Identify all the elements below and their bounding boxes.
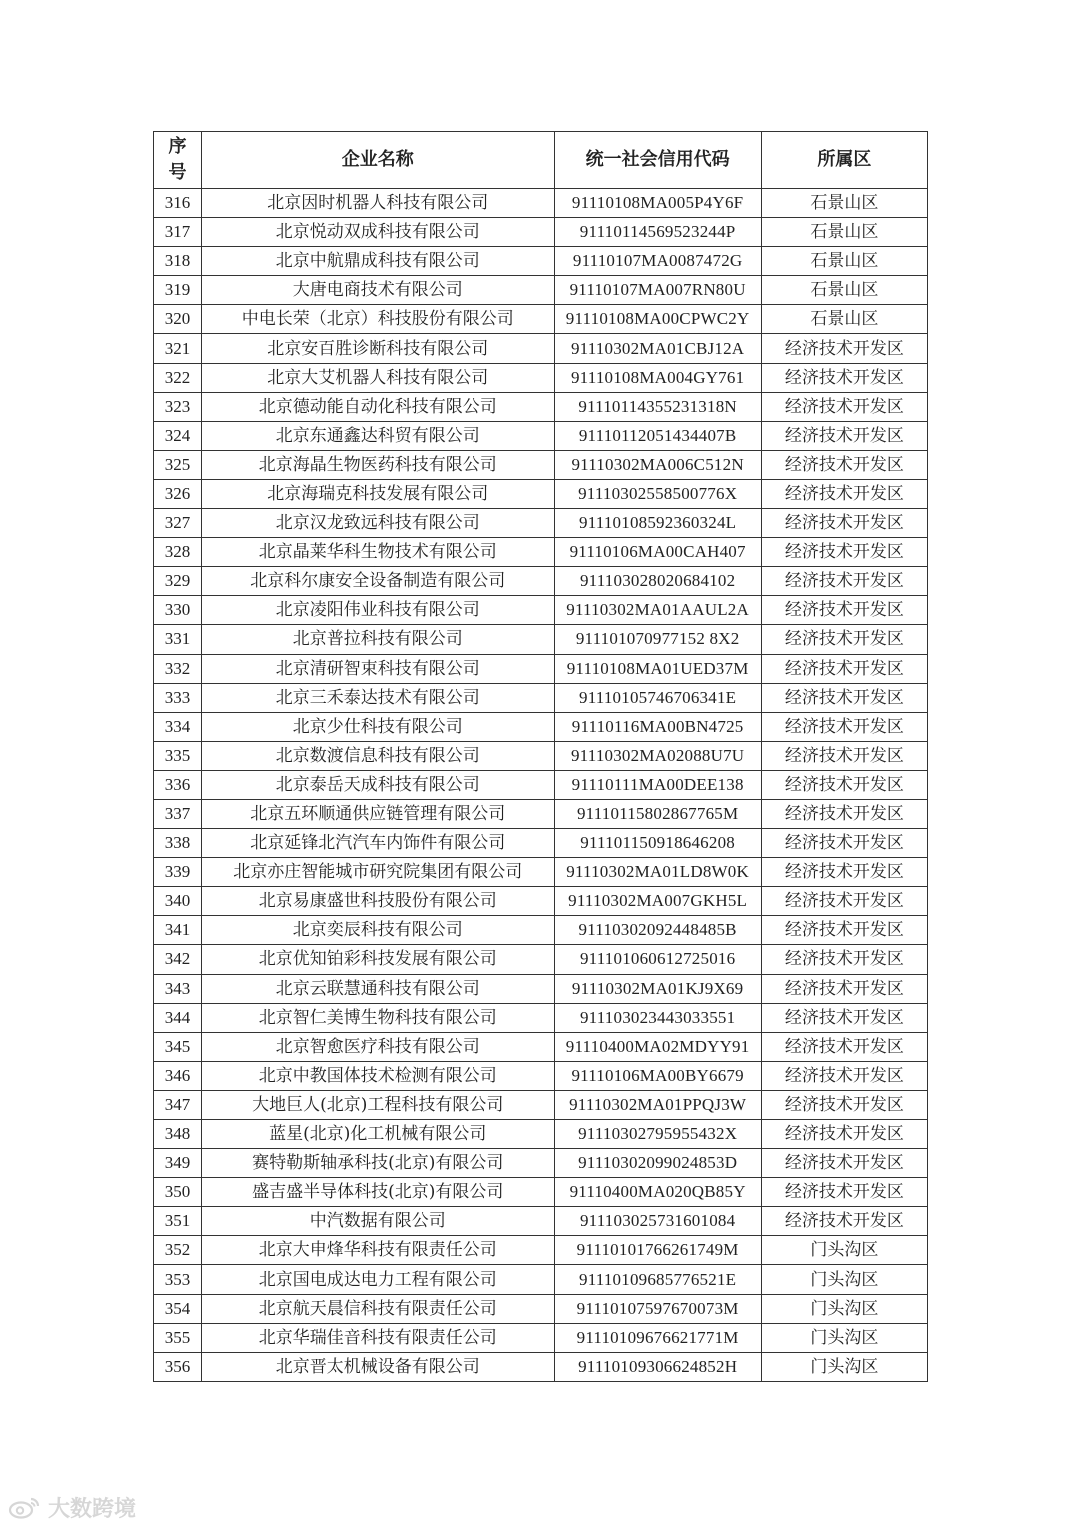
enterprise-name: 北京海瑞克科技发展有限公司 xyxy=(202,479,554,508)
enterprise-name: 北京泰岳天成科技有限公司 xyxy=(202,770,554,799)
district-name: 门头沟区 xyxy=(761,1236,927,1265)
watermark xyxy=(8,1492,136,1522)
district-name: 门头沟区 xyxy=(761,1323,927,1352)
table-row xyxy=(154,567,928,596)
table-row xyxy=(154,509,928,538)
row-index: 320 xyxy=(154,305,202,334)
row-index: 350 xyxy=(154,1178,202,1207)
district-name: 经济技术开发区 xyxy=(761,421,927,450)
district-name: 经济技术开发区 xyxy=(761,712,927,741)
district-name: 经济技术开发区 xyxy=(761,334,927,363)
credit-code: 91110302558500776X xyxy=(554,479,761,508)
row-index: 345 xyxy=(154,1032,202,1061)
credit-code: 91110111MA00DEE138 xyxy=(554,770,761,799)
district-name: 经济技术开发区 xyxy=(761,1032,927,1061)
enterprise-name: 盛吉盛半导体科技(北京)有限公司 xyxy=(202,1178,554,1207)
table-body xyxy=(154,189,928,1382)
credit-code: 91110302092448485B xyxy=(554,916,761,945)
credit-code: 911101150918646208 xyxy=(554,829,761,858)
district-name: 经济技术开发区 xyxy=(761,654,927,683)
row-index: 351 xyxy=(154,1207,202,1236)
district-name: 经济技术开发区 xyxy=(761,538,927,567)
enterprise-name: 北京三禾泰达技术有限公司 xyxy=(202,683,554,712)
table-row xyxy=(154,654,928,683)
district-name: 门头沟区 xyxy=(761,1294,927,1323)
table-row xyxy=(154,1236,928,1265)
enterprise-name: 北京少仕科技有限公司 xyxy=(202,712,554,741)
table-row xyxy=(154,712,928,741)
credit-code: 91110105746706341E xyxy=(554,683,761,712)
credit-code: 91110112051434407B xyxy=(554,421,761,450)
row-index: 334 xyxy=(154,712,202,741)
district-name: 经济技术开发区 xyxy=(761,596,927,625)
district-name: 经济技术开发区 xyxy=(761,683,927,712)
district-name: 经济技术开发区 xyxy=(761,450,927,479)
row-index: 321 xyxy=(154,334,202,363)
table-row xyxy=(154,625,928,654)
enterprise-name: 北京清研智束科技有限公司 xyxy=(202,654,554,683)
table-row xyxy=(154,770,928,799)
enterprise-name: 中汽数据有限公司 xyxy=(202,1207,554,1236)
table-row xyxy=(154,596,928,625)
enterprise-name: 北京晶莱华科生物技术有限公司 xyxy=(202,538,554,567)
enterprise-name: 中电长荣（北京）科技股份有限公司 xyxy=(202,305,554,334)
table-row xyxy=(154,1265,928,1294)
enterprise-name: 北京中教国体技术检测有限公司 xyxy=(202,1061,554,1090)
row-index: 353 xyxy=(154,1265,202,1294)
table-row xyxy=(154,1207,928,1236)
header-name: 企业名称 xyxy=(202,132,554,189)
table-row xyxy=(154,1061,928,1090)
row-index: 319 xyxy=(154,276,202,305)
table-row xyxy=(154,538,928,567)
enterprise-name: 北京海晶生物医药科技有限公司 xyxy=(202,450,554,479)
enterprise-name: 北京延锋北汽汽车内饰件有限公司 xyxy=(202,829,554,858)
enterprise-name: 北京国电成达电力工程有限公司 xyxy=(202,1265,554,1294)
district-name: 经济技术开发区 xyxy=(761,1061,927,1090)
district-name: 经济技术开发区 xyxy=(761,1090,927,1119)
row-index: 340 xyxy=(154,887,202,916)
table-row xyxy=(154,189,928,218)
credit-code: 91110108MA00CPWC2Y xyxy=(554,305,761,334)
header-district: 所属区 xyxy=(761,132,927,189)
enterprise-name: 北京东通鑫达科贸有限公司 xyxy=(202,421,554,450)
enterprise-name: 蓝星(北京)化工机械有限公司 xyxy=(202,1120,554,1149)
header-code: 统一社会信用代码 xyxy=(554,132,761,189)
header-idx xyxy=(154,132,202,189)
district-name: 经济技术开发区 xyxy=(761,509,927,538)
table-row xyxy=(154,799,928,828)
district-name: 经济技术开发区 xyxy=(761,916,927,945)
credit-code: 91110400MA020QB85Y xyxy=(554,1178,761,1207)
district-name: 经济技术开发区 xyxy=(761,1207,927,1236)
credit-code: 91110302MA01PPQJ3W xyxy=(554,1090,761,1119)
table-row xyxy=(154,1032,928,1061)
district-name: 经济技术开发区 xyxy=(761,799,927,828)
row-index: 338 xyxy=(154,829,202,858)
credit-code: 91110109685776521E xyxy=(554,1265,761,1294)
credit-code: 91110106MA00CAH407 xyxy=(554,538,761,567)
enterprise-name: 赛特勒斯轴承科技(北京)有限公司 xyxy=(202,1149,554,1178)
enterprise-name: 北京晋太机械设备有限公司 xyxy=(202,1352,554,1381)
row-index: 339 xyxy=(154,858,202,887)
table-row xyxy=(154,334,928,363)
enterprise-name: 北京德动能自动化科技有限公司 xyxy=(202,392,554,421)
credit-code: 91110302MA01AAUL2A xyxy=(554,596,761,625)
district-name: 经济技术开发区 xyxy=(761,974,927,1003)
row-index: 348 xyxy=(154,1120,202,1149)
weibo-logo-icon xyxy=(8,1495,42,1519)
enterprise-name: 北京易康盛世科技股份有限公司 xyxy=(202,887,554,916)
enterprise-name: 北京亦庄智能城市研究院集团有限公司 xyxy=(202,858,554,887)
credit-code: 91110107MA0087472G xyxy=(554,247,761,276)
credit-code: 91110114569523244P xyxy=(554,218,761,247)
credit-code: 91110107597670073M xyxy=(554,1294,761,1323)
district-name: 门头沟区 xyxy=(761,1265,927,1294)
credit-code: 91110302MA01CBJ12A xyxy=(554,334,761,363)
district-name: 经济技术开发区 xyxy=(761,567,927,596)
table-row xyxy=(154,305,928,334)
row-index: 343 xyxy=(154,974,202,1003)
row-index: 323 xyxy=(154,392,202,421)
enterprise-name: 北京汉龙致远科技有限公司 xyxy=(202,509,554,538)
table-row xyxy=(154,683,928,712)
credit-code: 911103025731601084 xyxy=(554,1207,761,1236)
table-row xyxy=(154,247,928,276)
enterprise-name: 北京数渡信息科技有限公司 xyxy=(202,741,554,770)
row-index: 326 xyxy=(154,479,202,508)
credit-code: 91110114355231318N xyxy=(554,392,761,421)
credit-code: 91110108592360324L xyxy=(554,509,761,538)
row-index: 324 xyxy=(154,421,202,450)
table-row xyxy=(154,1120,928,1149)
district-name: 经济技术开发区 xyxy=(761,887,927,916)
table-row xyxy=(154,1352,928,1381)
enterprise-table xyxy=(153,131,928,1382)
row-index: 347 xyxy=(154,1090,202,1119)
district-name: 经济技术开发区 xyxy=(761,1149,927,1178)
table-row xyxy=(154,276,928,305)
row-index: 330 xyxy=(154,596,202,625)
credit-code: 91110106MA00BY6679 xyxy=(554,1061,761,1090)
enterprise-name: 北京凌阳伟业科技有限公司 xyxy=(202,596,554,625)
enterprise-name: 北京优知铂彩科技发展有限公司 xyxy=(202,945,554,974)
district-name: 门头沟区 xyxy=(761,1352,927,1381)
row-index: 331 xyxy=(154,625,202,654)
credit-code: 91110109676621771M xyxy=(554,1323,761,1352)
enterprise-name: 北京华瑞佳音科技有限责任公司 xyxy=(202,1323,554,1352)
district-name: 经济技术开发区 xyxy=(761,1120,927,1149)
credit-code: 911103023443033551 xyxy=(554,1003,761,1032)
table-row xyxy=(154,218,928,247)
row-index: 354 xyxy=(154,1294,202,1323)
enterprise-name: 北京中航鼎成科技有限公司 xyxy=(202,247,554,276)
row-index: 328 xyxy=(154,538,202,567)
table-row xyxy=(154,421,928,450)
district-name: 经济技术开发区 xyxy=(761,1003,927,1032)
row-index: 346 xyxy=(154,1061,202,1090)
enterprise-name: 北京普拉科技有限公司 xyxy=(202,625,554,654)
credit-code: 91110302099024853D xyxy=(554,1149,761,1178)
row-index: 352 xyxy=(154,1236,202,1265)
district-name: 经济技术开发区 xyxy=(761,1178,927,1207)
table-row xyxy=(154,829,928,858)
table-row xyxy=(154,392,928,421)
table-row xyxy=(154,363,928,392)
enterprise-name: 北京奕辰科技有限公司 xyxy=(202,916,554,945)
credit-code: 91110302MA006C512N xyxy=(554,450,761,479)
district-name: 经济技术开发区 xyxy=(761,392,927,421)
row-index: 342 xyxy=(154,945,202,974)
row-index: 327 xyxy=(154,509,202,538)
table-row xyxy=(154,1003,928,1032)
table-row xyxy=(154,450,928,479)
enterprise-name: 北京云联慧通科技有限公司 xyxy=(202,974,554,1003)
district-name: 经济技术开发区 xyxy=(761,829,927,858)
table-row xyxy=(154,916,928,945)
credit-code: 91110108MA005P4Y6F xyxy=(554,189,761,218)
district-name: 经济技术开发区 xyxy=(761,363,927,392)
enterprise-name: 北京航天晨信科技有限责任公司 xyxy=(202,1294,554,1323)
district-name: 石景山区 xyxy=(761,305,927,334)
district-name: 石景山区 xyxy=(761,247,927,276)
enterprise-name: 大地巨人(北京)工程科技有限公司 xyxy=(202,1090,554,1119)
enterprise-name: 北京安百胜诊断科技有限公司 xyxy=(202,334,554,363)
credit-code: 911103028020684102 xyxy=(554,567,761,596)
credit-code: 911101070977152 8X2 xyxy=(554,625,761,654)
enterprise-name: 北京悦动双成科技有限公司 xyxy=(202,218,554,247)
credit-code: 91110108MA01UED37M xyxy=(554,654,761,683)
credit-code: 911101060612725016 xyxy=(554,945,761,974)
table-row xyxy=(154,479,928,508)
credit-code: 91110116MA00BN4725 xyxy=(554,712,761,741)
enterprise-name: 北京大申烽华科技有限责任公司 xyxy=(202,1236,554,1265)
credit-code: 91110108MA004GY761 xyxy=(554,363,761,392)
district-name: 石景山区 xyxy=(761,218,927,247)
row-index: 332 xyxy=(154,654,202,683)
row-index: 337 xyxy=(154,799,202,828)
district-name: 经济技术开发区 xyxy=(761,770,927,799)
table-header-row xyxy=(154,132,928,189)
table-row xyxy=(154,887,928,916)
district-name: 经济技术开发区 xyxy=(761,945,927,974)
watermark-text: 大数跨境 xyxy=(48,1496,137,1522)
table-row xyxy=(154,1178,928,1207)
credit-code: 91110302795955432X xyxy=(554,1120,761,1149)
enterprise-name: 北京大艾机器人科技有限公司 xyxy=(202,363,554,392)
enterprise-name: 北京智仁美博生物科技有限公司 xyxy=(202,1003,554,1032)
row-index: 318 xyxy=(154,247,202,276)
row-index: 356 xyxy=(154,1352,202,1381)
credit-code: 91110115802867765M xyxy=(554,799,761,828)
district-name: 经济技术开发区 xyxy=(761,479,927,508)
credit-code: 91110302MA007GKH5L xyxy=(554,887,761,916)
credit-code: 91110302MA02088U7U xyxy=(554,741,761,770)
district-name: 石景山区 xyxy=(761,276,927,305)
row-index: 355 xyxy=(154,1323,202,1352)
enterprise-name: 北京五环顺通供应链管理有限公司 xyxy=(202,799,554,828)
table-row xyxy=(154,1294,928,1323)
row-index: 325 xyxy=(154,450,202,479)
row-index: 349 xyxy=(154,1149,202,1178)
table-row xyxy=(154,945,928,974)
row-index: 344 xyxy=(154,1003,202,1032)
credit-code: 91110400MA02MDYY91 xyxy=(554,1032,761,1061)
credit-code: 91110302MA01KJ9X69 xyxy=(554,974,761,1003)
row-index: 336 xyxy=(154,770,202,799)
table-row xyxy=(154,974,928,1003)
district-name: 经济技术开发区 xyxy=(761,858,927,887)
row-index: 335 xyxy=(154,741,202,770)
table-row xyxy=(154,741,928,770)
table-row xyxy=(154,1090,928,1119)
credit-code: 91110107MA007RN80U xyxy=(554,276,761,305)
credit-code: 91110302MA01LD8W0K xyxy=(554,858,761,887)
table-row xyxy=(154,1149,928,1178)
row-index: 333 xyxy=(154,683,202,712)
row-index: 341 xyxy=(154,916,202,945)
enterprise-name: 大唐电商技术有限公司 xyxy=(202,276,554,305)
table-row xyxy=(154,858,928,887)
row-index: 317 xyxy=(154,218,202,247)
enterprise-name: 北京智愈医疗科技有限公司 xyxy=(202,1032,554,1061)
row-index: 322 xyxy=(154,363,202,392)
credit-code: 91110109306624852H xyxy=(554,1352,761,1381)
district-name: 经济技术开发区 xyxy=(761,625,927,654)
row-index: 329 xyxy=(154,567,202,596)
district-name: 石景山区 xyxy=(761,189,927,218)
enterprise-name: 北京因时机器人科技有限公司 xyxy=(202,189,554,218)
row-index: 316 xyxy=(154,189,202,218)
header-idx-label: 序 号 xyxy=(168,136,187,183)
table-row xyxy=(154,1323,928,1352)
credit-code: 91110101766261749M xyxy=(554,1236,761,1265)
enterprise-name: 北京科尔康安全设备制造有限公司 xyxy=(202,567,554,596)
district-name: 经济技术开发区 xyxy=(761,741,927,770)
